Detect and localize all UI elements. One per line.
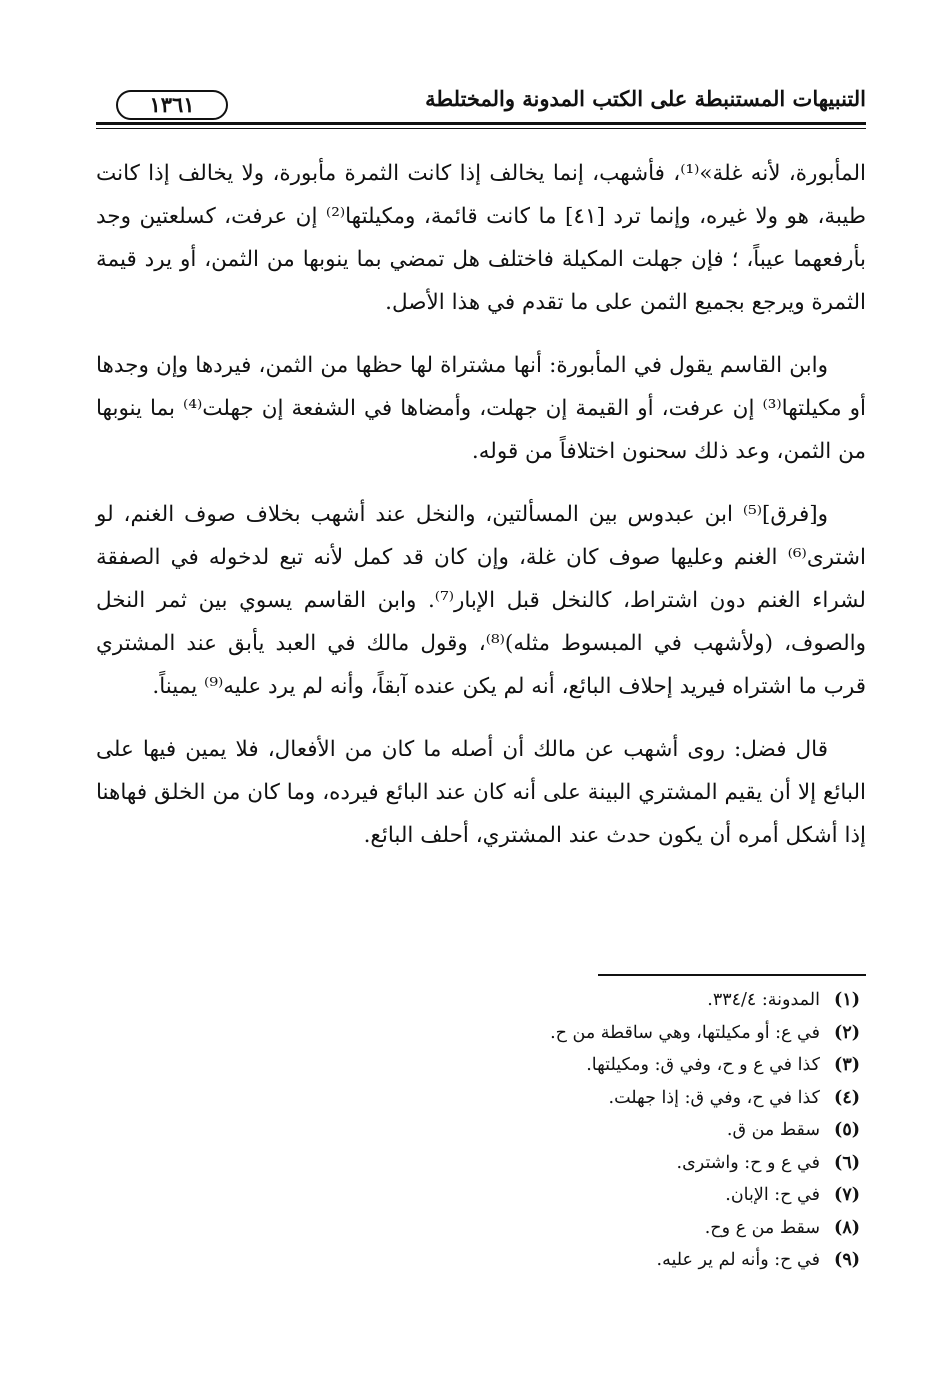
- footnote-text: في ح: الإبان.: [725, 1185, 820, 1205]
- footnote-text: في ح: وأنه لم ير عليه.: [656, 1250, 820, 1270]
- footnote-text: المدونة: ٣٣٤/٤.: [707, 990, 820, 1010]
- footnote-text: كذا في ح، وفي ق: إذا جهلت.: [608, 1087, 820, 1108]
- footnote-item: [96, 1179, 866, 1212]
- footnote-number: (٨): [834, 1217, 860, 1238]
- paragraph-4: قال فضل: روى أشهب عن مالك أن أصله ما كان من الأفعال، فلا يمين فيها على البائع إلا أن يقيم المشتري البينة على أنه كان عند البائع فيرده، وما كان من الخلق فهاهنا إذا أشكل أمره أن يكون حدث عند المشتري، أحلف البائع.: [96, 737, 866, 848]
- header-rule-thin: [96, 128, 866, 129]
- footnote-item: [96, 1082, 866, 1115]
- paragraph-3: و[فرق]⁽⁵⁾ ابن عبدوس بين المسألتين، والنخل عند أشهب بخلاف صوف الغنم، لو اشترى⁽⁶⁾ الغنم وعليها صوف كان غلة، وإن كان قد كمل لأنه تبع لدخوله في الصفقة لشراء الغنم دون اشتراط، كالنخل قبل الإبار⁽⁷⁾. وابن القاسم يسوي بين ثمر النخل والصوف، (ولأشهب في المبسوط مثله)⁽⁸⁾، وقول مالك في العبد يأبق عند المشتري قرب ما اشتراه فيريد إحلاف البائع، أنه لم يكن عنده آبقاً، وأنه لم يرد عليه⁽⁹⁾ يميناً.: [96, 502, 866, 699]
- footnote-number: (٦): [834, 1152, 860, 1173]
- footnote-number: (٥): [834, 1120, 860, 1140]
- footnote-number: (١): [834, 990, 860, 1010]
- footnote-number: (٧): [834, 1185, 860, 1205]
- footnote-number: (٣): [834, 1055, 860, 1075]
- footnote-text: سقط من ع وح.: [704, 1217, 820, 1238]
- footnote-item: [96, 1114, 866, 1147]
- footnote-text: سقط من ق.: [726, 1120, 820, 1140]
- page-header: [96, 78, 866, 130]
- paragraph-2: وابن القاسم يقول في المأبورة: أنها مشتراة لها حظها من الثمن، فيردها وإن وجدها أو مكيلتها⁽³⁾ إن عرفت، أو القيمة إن جهلت، وأمضاها في الشفعة إن جهلت⁽⁴⁾ بما ينوبها من الثمن، وعد ذلك سحنون اختلافاً من قوله.: [96, 353, 866, 464]
- page-number: ١٣٦١: [149, 92, 195, 117]
- footnote-text: كذا في ع و ح، وفي ق: ومكيلتها.: [586, 1055, 820, 1075]
- footnote-text: في ع و ح: واشترى.: [676, 1152, 820, 1173]
- footnote-item: [96, 984, 866, 1017]
- footnote-text: في ع: أو مكيلتها، وهي ساقطة من ح.: [550, 1022, 820, 1043]
- footnote-item: [96, 1147, 866, 1180]
- footnote-item: [96, 1017, 866, 1050]
- footnote-separator: [598, 974, 866, 976]
- running-title: التنبيهات المستنبطة على الكتب المدونة والمختلطة: [425, 86, 866, 111]
- footnote-item: [96, 1244, 866, 1277]
- paragraph-1: المأبورة، لأنه غلة»⁽¹⁾، فأشهب، إنما يخالف إذا كانت الثمرة مأبورة، ولا يخالف إذا كانت طيبة، هو ولا غيره، وإنما ترد [٤١] ما كانت قائمة، ومكيلتها⁽²⁾ إن عرفت، كسلعتين وجد بأرفعهما عيباً، ؛ فإن جهلت المكيلة فاختلف هل تمضي بما ينوبها من الثمن، أو يرد قيمة الثمرة ويرجع بجميع الثمن على ما تقدم في هذا الأصل.: [96, 161, 866, 315]
- footnotes: [96, 984, 866, 1277]
- page-number-badge: [116, 90, 226, 118]
- footnote-number: (٩): [834, 1250, 860, 1270]
- header-rule-thick: [96, 122, 866, 125]
- footnote-item: [96, 1049, 866, 1082]
- footnote-number: (٤): [834, 1087, 860, 1108]
- footnote-number: (٢): [834, 1022, 860, 1043]
- main-text: [96, 152, 866, 877]
- footnote-item: [96, 1212, 866, 1245]
